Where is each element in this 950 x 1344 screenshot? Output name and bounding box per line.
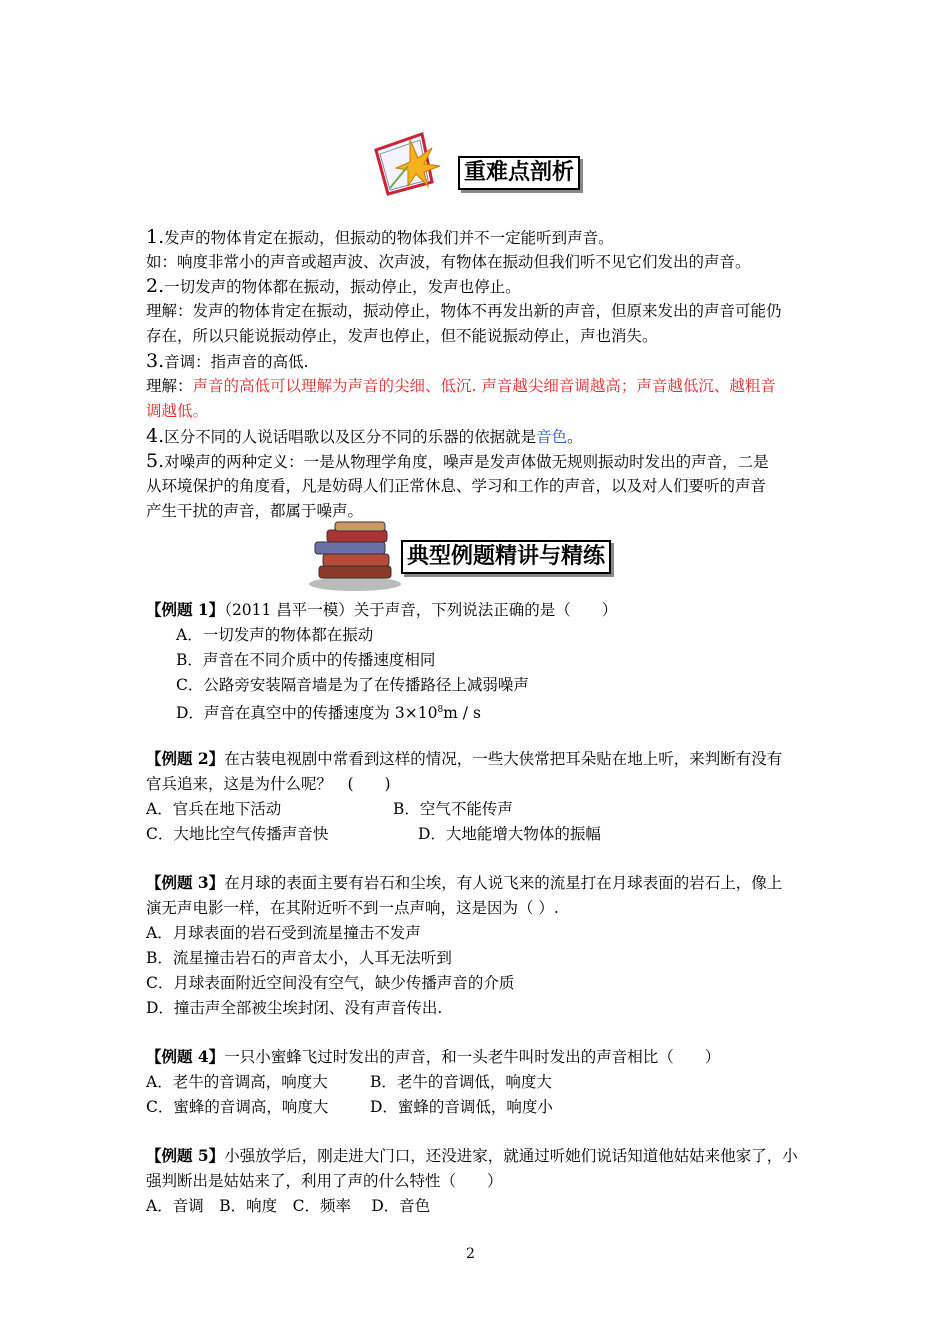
point-5-line2: 从环境保护的角度看，凡是妨碍人们正常休息、学习和工作的声音，以及对人们要听的声音 bbox=[146, 477, 767, 495]
point-3-explain-line1: 理解：声音的高低可以理解为声音的尖细、低沉. 声音越尖细音调越高；声音越低沉、越粗音 bbox=[146, 377, 776, 395]
example-2-option-b: B．空气不能传声 bbox=[393, 800, 513, 818]
example-1-option-a: A．一切发声的物体都在振动 bbox=[176, 626, 374, 644]
example-4-stem: 【例题 4】一只小蜜蜂飞过时发出的声音，和一头老牛叫时发出的声音相比（ ） bbox=[146, 1047, 721, 1066]
section-title: 典型例题精讲与精练 bbox=[401, 540, 611, 574]
example-2-option-a: A．官兵在地下活动 bbox=[146, 800, 282, 818]
section-title: 重难点剖析 bbox=[458, 156, 580, 190]
example-5-options: A．音调 B．响度 C．频率 D．音色 bbox=[146, 1197, 431, 1215]
point-2-explain-line1: 理解：发声的物体肯定在振动，振动停止，物体不再发出新的声音，但原来发出的声音可能仍 bbox=[146, 302, 782, 320]
page-number: 2 bbox=[466, 1246, 475, 1262]
example-1-stem: 【例题 1】（2011 昌平一模）关于声音，下列说法正确的是（ ） bbox=[146, 600, 618, 619]
point-1: 1.发声的物体肯定在振动，但振动的物体我们并不一定能听到声音。 bbox=[146, 226, 614, 248]
point-3-explain-line2: 调越低。 bbox=[146, 402, 209, 420]
point-1-example: 如：响度非常小的声音或超声波、次声波，有物体在振动但我们听不见它们发出的声音。 bbox=[146, 253, 751, 271]
section-banner-examples bbox=[305, 520, 645, 592]
example-2-stem-line1: 【例题 2】在古装电视剧中常看到这样的情况，一些大侠常把耳朵贴在地上听，来判断有没有 bbox=[146, 749, 783, 768]
example-3-stem-line1: 【例题 3】在月球的表面主要有岩石和尘埃，有人说飞来的流星打在月球表面的岩石上，像上 bbox=[146, 873, 783, 892]
point-5-line1: 5.对噪声的两种定义：一是从物理学角度，噪声是发声体做无规则振动时发出的声音，二是 bbox=[146, 450, 769, 472]
example-1-option-c: C．公路旁安装隔音墙是为了在传播路径上减弱噪声 bbox=[176, 676, 529, 694]
example-4-option-d: D．蜜蜂的音调低，响度小 bbox=[370, 1098, 553, 1116]
example-1-option-d: D．声音在真空中的传播速度为 $3\times 10^8m / s$ bbox=[176, 704, 481, 723]
example-3-option-c: C．月球表面附近空间没有空气，缺少传播声音的介质 bbox=[146, 974, 515, 992]
leaf-notebook-icon bbox=[370, 128, 460, 198]
point-3: 3.音调：指声音的高低. bbox=[146, 350, 309, 372]
point-2: 2.一切发声的物体都在振动，振动停止，发声也停止。 bbox=[146, 275, 521, 297]
books-icon bbox=[305, 520, 405, 592]
example-5-stem-line1: 【例题 5】小强放学后，刚走进大门口，还没进家，就通过听她们说话知道他姑姑来他家了，小 bbox=[146, 1146, 798, 1165]
example-2-option-c: C．大地比空气传播声音快 bbox=[146, 825, 329, 843]
example-3-option-d: D．撞击声全部被尘埃封闭、没有声音传出. bbox=[146, 999, 443, 1017]
example-3-stem-line2: 演无声电影一样，在其附近听不到一点声响，这是因为（ ）. bbox=[146, 899, 559, 917]
point-4: 4.区分不同的人说话唱歌以及区分不同的乐器的依据就是音色。 bbox=[146, 425, 583, 447]
example-3-option-b: B．流星撞击岩石的声音太小，人耳无法听到 bbox=[146, 949, 452, 967]
example-2-option-d: D．大地能增大物体的振幅 bbox=[418, 825, 601, 843]
example-4-option-b: B．老牛的音调低，响度大 bbox=[370, 1073, 552, 1091]
point-2-explain-line2: 存在，所以只能说振动停止，发声也停止，但不能说振动停止，声也消失。 bbox=[146, 327, 658, 345]
example-5-stem-line2: 强判断出是姑姑来了，利用了声的什么特性（ ） bbox=[146, 1172, 503, 1190]
example-4-option-c: C．蜜蜂的音调高，响度大 bbox=[146, 1098, 329, 1116]
point-5-line3: 产生干扰的声音，都属于噪声。 bbox=[146, 502, 364, 520]
example-1-option-b: B．声音在不同介质中的传播速度相同 bbox=[176, 651, 436, 669]
example-3-option-a: A．月球表面的岩石受到流星撞击不发声 bbox=[146, 924, 421, 942]
example-4-option-a: A．老牛的音调高，响度大 bbox=[146, 1073, 328, 1091]
example-2-stem-line2: 官兵追来，这是为什么呢？ ( ) bbox=[146, 775, 391, 793]
section-banner-key-points bbox=[370, 128, 600, 198]
